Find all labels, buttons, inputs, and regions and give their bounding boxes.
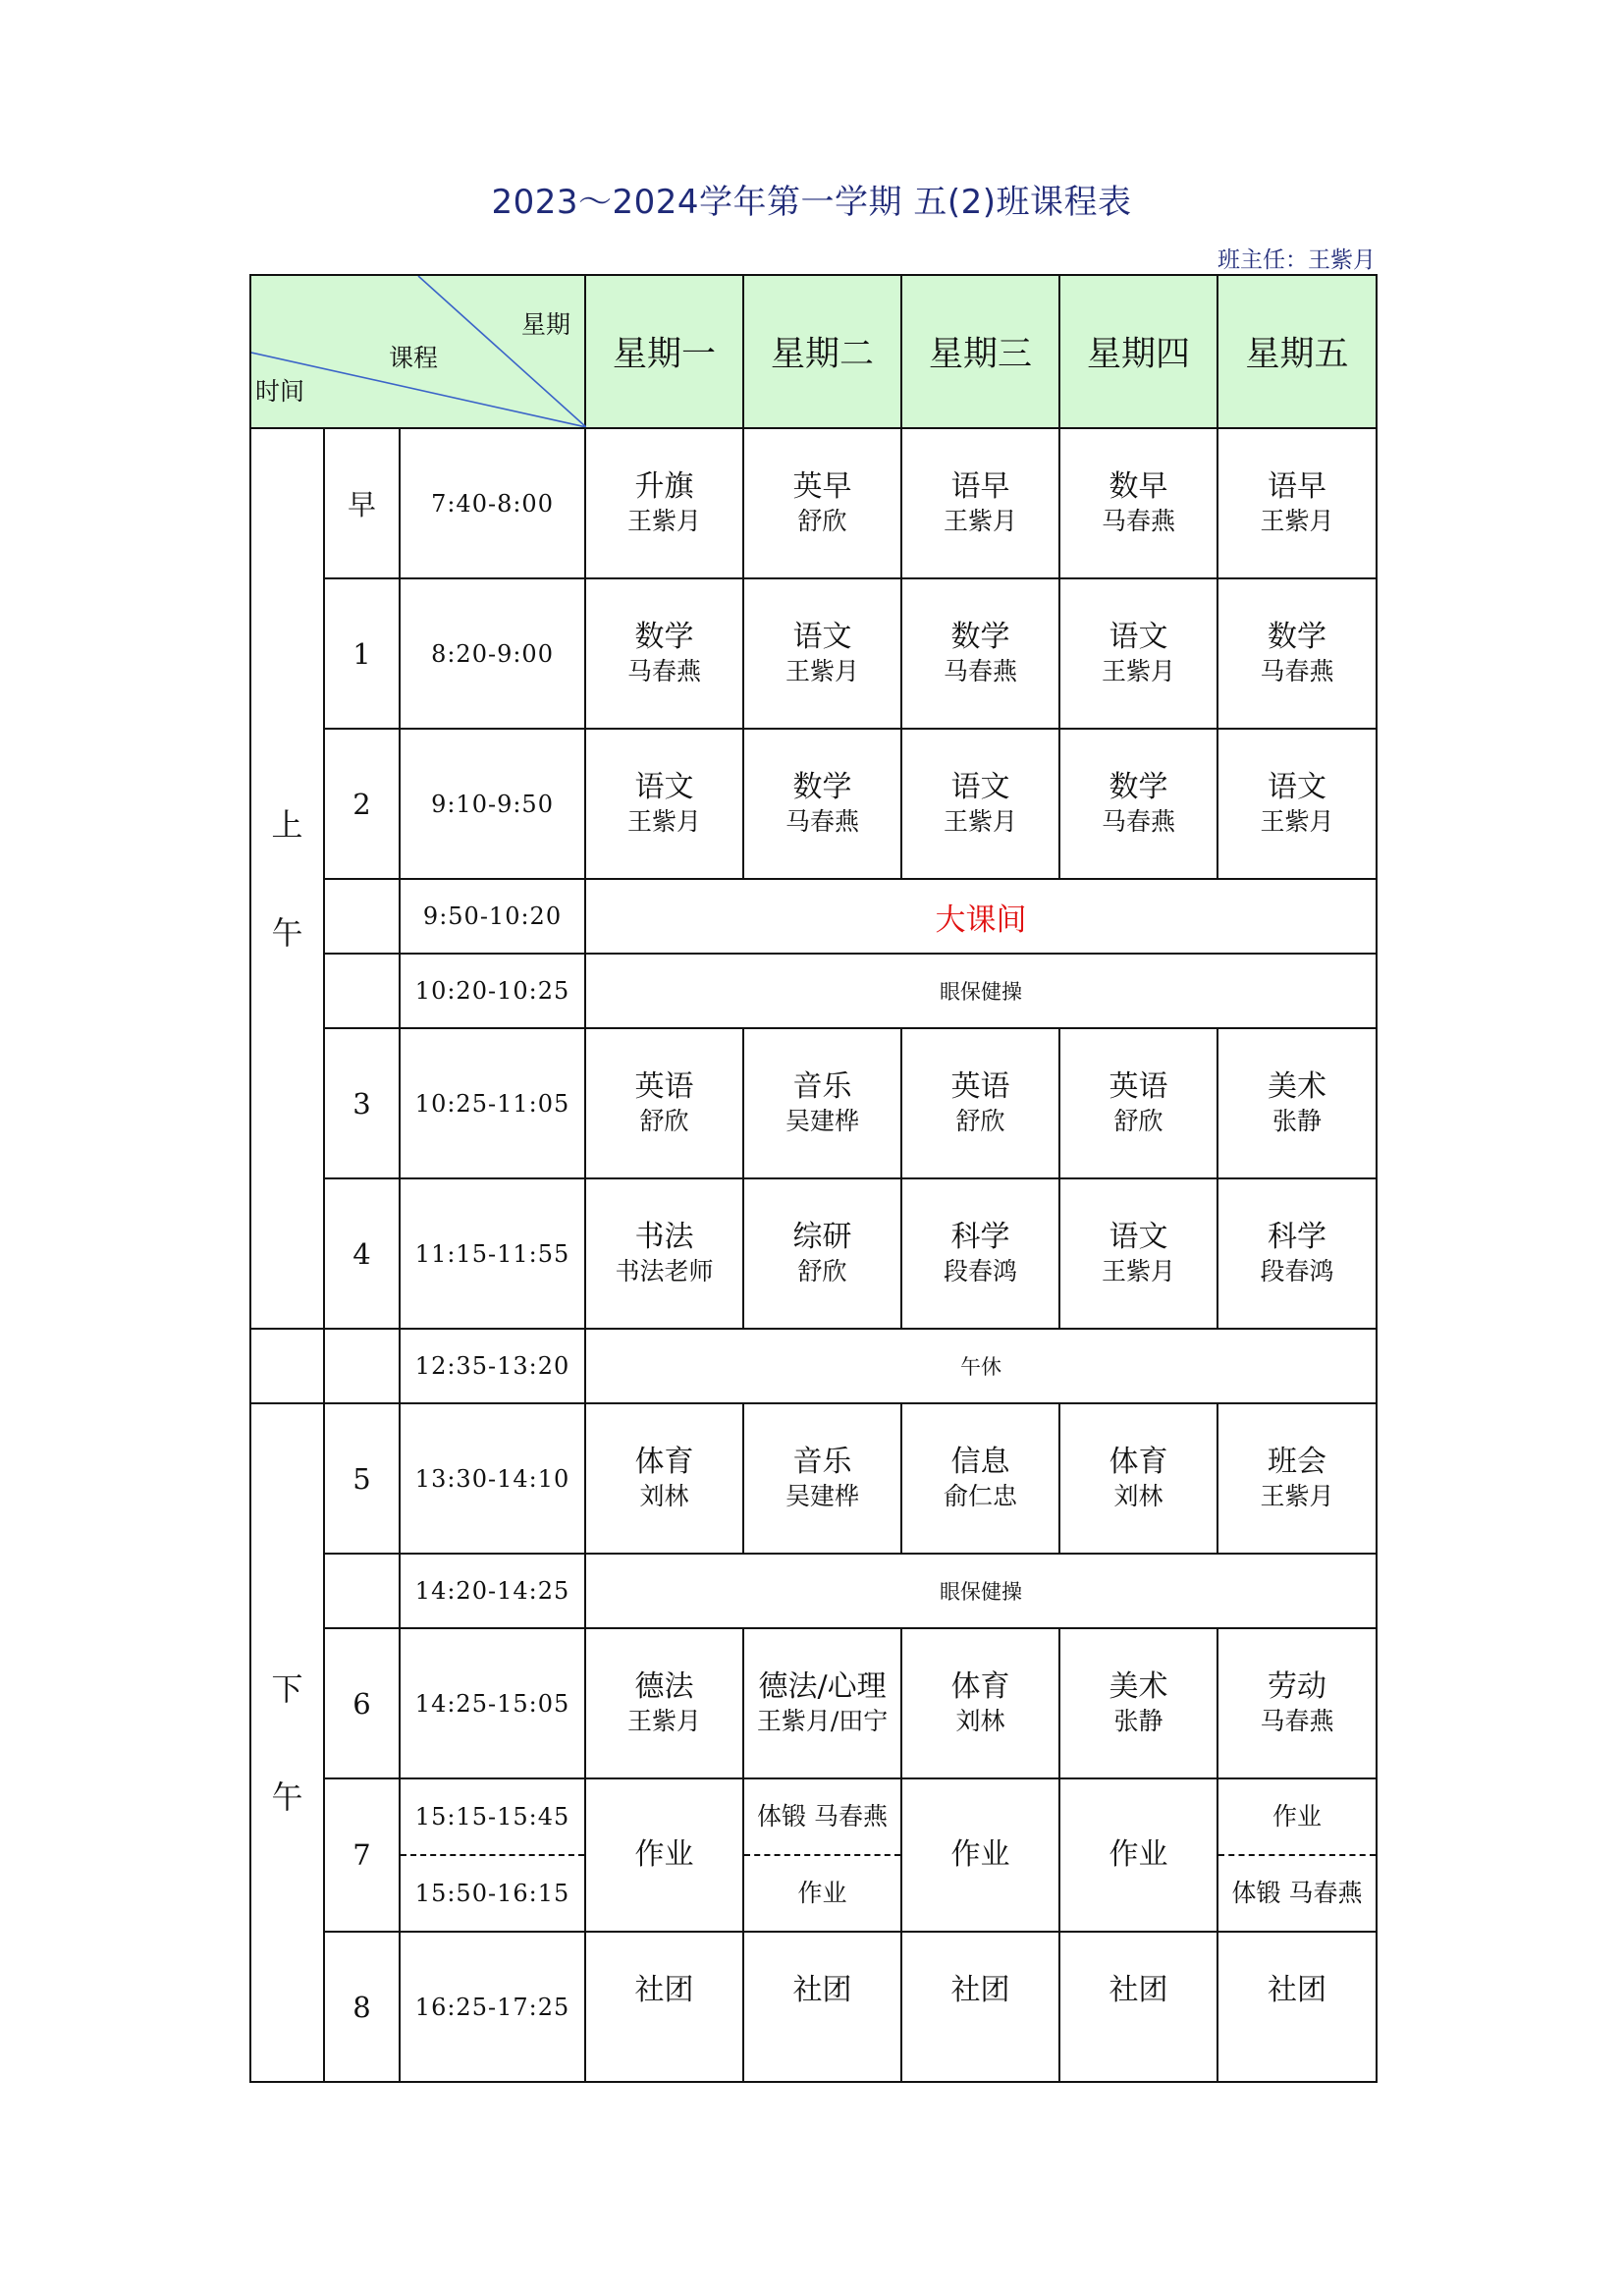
class-cell <box>1059 1778 1217 1932</box>
class-cell <box>585 1403 743 1554</box>
class-cell <box>1059 729 1217 879</box>
teacher: 刘林 <box>1113 1481 1163 1510</box>
class-cell <box>585 729 743 879</box>
class-cell <box>585 1932 743 2082</box>
teacher: 王紫月 <box>785 656 860 685</box>
class-cell <box>1217 1178 1377 1329</box>
class-cell <box>901 1178 1059 1329</box>
class-cell <box>743 1178 901 1329</box>
teacher: 舒欣 <box>1113 1106 1163 1135</box>
noon-rest-label: 午休 <box>585 1329 1377 1403</box>
time-label: 10:25-11:05 <box>400 1028 585 1178</box>
subject: 社团 <box>1268 1972 1327 2007</box>
subject: 升旗 <box>634 468 694 504</box>
row-big-break <box>250 879 1377 954</box>
page-title: 2023～2024学年第一学期 五(2)班课程表 <box>491 183 1132 222</box>
time-label: 16:25-17:25 <box>400 1932 585 2082</box>
subject: 作业 <box>1109 1837 1168 1872</box>
teacher: 舒欣 <box>797 1256 847 1285</box>
class-cell <box>901 578 1059 729</box>
class-cell <box>1217 428 1377 578</box>
class-cell <box>1059 1403 1217 1554</box>
teacher: 马春燕 <box>944 656 1018 685</box>
teacher: 段春鸿 <box>1260 1256 1334 1285</box>
subject: 数早 <box>1109 468 1168 504</box>
subject: 社团 <box>950 1972 1010 2007</box>
teacher: 段春鸿 <box>944 1256 1018 1285</box>
row-period-4 <box>250 1178 1377 1329</box>
class-cell <box>901 729 1059 879</box>
time-label: 9:50-10:20 <box>400 879 585 954</box>
period-empty <box>324 879 400 954</box>
time-label: 8:20-9:00 <box>400 578 585 729</box>
eye-exercise-label: 眼保健操 <box>585 1554 1377 1628</box>
morning-char-1: 上 <box>271 805 303 844</box>
period-label: 8 <box>324 1932 400 2082</box>
subject: 语文 <box>634 769 694 804</box>
row-period-1 <box>250 578 1377 729</box>
time-label: 7:40-8:00 <box>400 428 585 578</box>
teacher: 王紫月 <box>1260 1481 1334 1510</box>
subject: 科学 <box>1268 1219 1327 1254</box>
subject: 数学 <box>950 619 1010 654</box>
period-label: 4 <box>324 1178 400 1329</box>
row-eye-exercise-1 <box>250 954 1377 1028</box>
time-label: 14:25-15:05 <box>400 1628 585 1778</box>
subject: 英早 <box>792 468 852 504</box>
time-split-cell <box>400 1778 585 1932</box>
subject: 作业 <box>950 1837 1010 1872</box>
teacher: 王紫月 <box>1260 806 1334 836</box>
class-cell <box>1217 1403 1377 1554</box>
subject: 体育 <box>634 1444 694 1479</box>
teacher: 舒欣 <box>639 1106 689 1135</box>
subject: 数学 <box>792 769 852 804</box>
subject-bottom: 体锻 马春燕 <box>1231 1879 1363 1907</box>
class-split-cell <box>743 1778 901 1932</box>
afternoon-char-1: 下 <box>271 1669 303 1708</box>
teacher: 王紫月 <box>944 506 1018 535</box>
subject: 数学 <box>634 619 694 654</box>
morning-char-2: 午 <box>271 913 303 952</box>
class-cell <box>743 428 901 578</box>
period-label: 3 <box>324 1028 400 1178</box>
teacher: 王紫月 <box>1102 656 1176 685</box>
row-period-5 <box>250 1403 1377 1554</box>
teacher: 王紫月 <box>944 806 1018 836</box>
subject: 体育 <box>950 1668 1010 1704</box>
row-period-8 <box>250 1932 1377 2082</box>
subject: 班会 <box>1268 1444 1327 1479</box>
subject: 语早 <box>1268 468 1327 504</box>
afternoon-label <box>250 1403 324 2082</box>
teacher: 马春燕 <box>1102 506 1176 535</box>
time-label: 10:20-10:25 <box>400 954 585 1028</box>
eye-exercise-label: 眼保健操 <box>585 954 1377 1028</box>
class-cell <box>901 428 1059 578</box>
subject: 英语 <box>950 1068 1010 1104</box>
row-period-2 <box>250 729 1377 879</box>
class-cell <box>585 1178 743 1329</box>
class-cell <box>1059 428 1217 578</box>
subject-top: 体锻 马春燕 <box>744 1779 900 1856</box>
class-cell <box>743 1028 901 1178</box>
subject: 语文 <box>1109 619 1168 654</box>
teacher: 刘林 <box>955 1706 1005 1735</box>
subject: 劳动 <box>1268 1668 1327 1704</box>
teacher: 王紫月 <box>627 506 702 535</box>
corner-day-label: 星期 <box>521 310 571 339</box>
row-period-3 <box>250 1028 1377 1178</box>
teacher: 马春燕 <box>627 656 702 685</box>
class-cell <box>1217 578 1377 729</box>
class-cell <box>1217 729 1377 879</box>
row-period-7 <box>250 1778 1377 1932</box>
teacher: 张静 <box>1272 1106 1323 1135</box>
afternoon-char-2: 午 <box>271 1777 303 1816</box>
class-cell <box>901 1932 1059 2082</box>
time-label: 11:15-11:55 <box>400 1178 585 1329</box>
timetable <box>249 274 1378 2083</box>
class-cell <box>1059 578 1217 729</box>
teacher: 舒欣 <box>955 1106 1005 1135</box>
day-header-tuesday: 星期二 <box>743 275 901 428</box>
period-label: 5 <box>324 1403 400 1554</box>
subject: 书法 <box>634 1219 694 1254</box>
head-teacher-label: 班主任：王紫月 <box>1217 247 1376 273</box>
subject: 作业 <box>634 1837 694 1872</box>
class-cell <box>585 428 743 578</box>
subject: 德法/心理 <box>758 1668 887 1704</box>
class-split-cell <box>1217 1778 1377 1932</box>
teacher: 俞仁忠 <box>944 1481 1018 1510</box>
time-label: 15:50-16:15 <box>414 1880 570 1907</box>
subject: 德法 <box>634 1668 694 1704</box>
subject: 语文 <box>950 769 1010 804</box>
day-header-thursday: 星期四 <box>1059 275 1217 428</box>
period-label: 1 <box>324 578 400 729</box>
teacher: 马春燕 <box>1102 806 1176 836</box>
class-cell <box>901 1628 1059 1778</box>
period-label: 2 <box>324 729 400 879</box>
period-empty <box>324 1329 400 1403</box>
subject-bottom: 作业 <box>797 1879 847 1907</box>
teacher: 吴建桦 <box>785 1481 860 1510</box>
class-cell <box>585 1778 743 1932</box>
subject: 语文 <box>792 619 852 654</box>
day-header-monday: 星期一 <box>585 275 743 428</box>
time-label: 14:20-14:25 <box>400 1554 585 1628</box>
subject-top: 作业 <box>1218 1779 1376 1856</box>
row-early <box>250 428 1377 578</box>
time-label: 13:30-14:10 <box>400 1403 585 1554</box>
subject: 英语 <box>634 1068 694 1104</box>
class-cell <box>1217 1028 1377 1178</box>
period-empty <box>324 1554 400 1628</box>
teacher: 王紫月/田宁 <box>756 1706 889 1735</box>
teacher: 张静 <box>1113 1706 1163 1735</box>
subject: 音乐 <box>792 1068 852 1104</box>
teacher: 马春燕 <box>1260 1706 1334 1735</box>
day-header-friday: 星期五 <box>1217 275 1377 428</box>
class-cell <box>1059 1932 1217 2082</box>
row-noon-rest <box>250 1329 1377 1403</box>
teacher: 马春燕 <box>1260 656 1334 685</box>
class-cell <box>743 578 901 729</box>
teacher: 王紫月 <box>1102 1256 1176 1285</box>
header-row <box>250 275 1377 428</box>
subject: 美术 <box>1268 1068 1327 1104</box>
day-header-wednesday: 星期三 <box>901 275 1059 428</box>
subject: 英语 <box>1109 1068 1168 1104</box>
subject: 美术 <box>1109 1668 1168 1704</box>
teacher: 王紫月 <box>1260 506 1334 535</box>
big-break-label: 大课间 <box>585 879 1377 954</box>
time-label: 12:35-13:20 <box>400 1329 585 1403</box>
class-cell <box>1059 1028 1217 1178</box>
class-cell <box>901 1028 1059 1178</box>
class-cell <box>585 578 743 729</box>
subject: 数学 <box>1268 619 1327 654</box>
period-label: 6 <box>324 1628 400 1778</box>
subject: 科学 <box>950 1219 1010 1254</box>
subject: 社团 <box>634 1972 694 2007</box>
period-label: 早 <box>324 428 400 578</box>
class-cell <box>1059 1628 1217 1778</box>
teacher: 王紫月 <box>627 1706 702 1735</box>
class-cell <box>743 1403 901 1554</box>
subject: 语文 <box>1109 1219 1168 1254</box>
teacher: 书法老师 <box>615 1256 714 1285</box>
class-cell <box>901 1778 1059 1932</box>
teacher: 马春燕 <box>785 806 860 836</box>
class-cell <box>1217 1932 1377 2082</box>
class-cell <box>901 1403 1059 1554</box>
row-period-6 <box>250 1628 1377 1778</box>
row-eye-exercise-2 <box>250 1554 1377 1628</box>
teacher: 刘林 <box>639 1481 689 1510</box>
teacher: 王紫月 <box>627 806 702 836</box>
class-cell <box>585 1628 743 1778</box>
corner-course-label: 课程 <box>389 344 439 372</box>
period-label: 7 <box>324 1778 400 1932</box>
class-cell <box>743 1628 901 1778</box>
time-label: 15:15-15:45 <box>401 1779 584 1856</box>
subject: 综研 <box>792 1219 852 1254</box>
teacher: 舒欣 <box>797 506 847 535</box>
subject: 信息 <box>950 1444 1010 1479</box>
class-cell <box>585 1028 743 1178</box>
corner-time-label: 时间 <box>255 377 305 406</box>
class-cell <box>743 1932 901 2082</box>
subject: 体育 <box>1109 1444 1168 1479</box>
subject: 音乐 <box>792 1444 852 1479</box>
class-cell <box>743 729 901 879</box>
subject: 语早 <box>950 468 1010 504</box>
subject: 语文 <box>1268 769 1327 804</box>
subject: 社团 <box>1109 1972 1168 2007</box>
teacher: 吴建桦 <box>785 1106 860 1135</box>
subject: 社团 <box>792 1972 852 2007</box>
corner-header <box>250 275 585 428</box>
period-empty <box>324 954 400 1028</box>
class-cell <box>1217 1628 1377 1778</box>
morning-label <box>250 428 324 1329</box>
half-empty <box>250 1329 324 1403</box>
subject: 数学 <box>1109 769 1168 804</box>
class-cell <box>1059 1178 1217 1329</box>
time-label: 9:10-9:50 <box>400 729 585 879</box>
